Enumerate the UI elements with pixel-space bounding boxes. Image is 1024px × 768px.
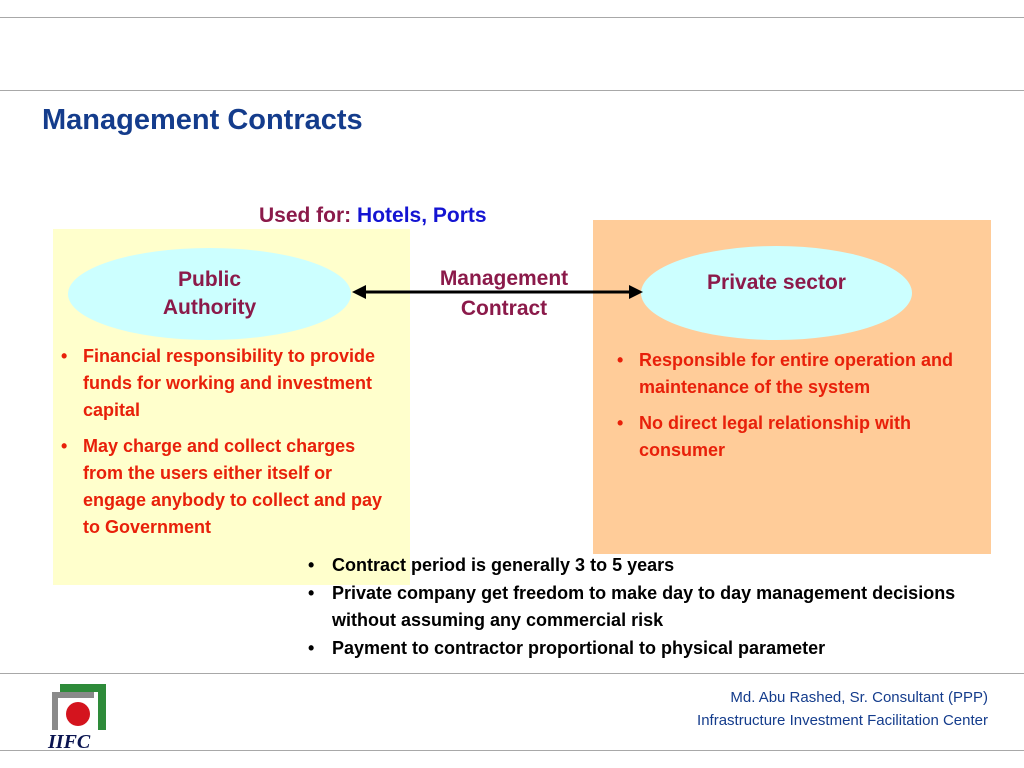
- used-for-line: [259, 204, 487, 228]
- connector-line-2: Contract: [460, 297, 548, 320]
- summary-bullets: [304, 552, 1019, 662]
- list-item: • No direct legal relationship with consumer: [611, 410, 981, 464]
- footer-organization: Infrastructure Investment Facilitation Center: [697, 712, 988, 729]
- list-item: • Private company get freedom to make day to day management decisions without assuming any commercial risk: [304, 580, 1019, 635]
- connector-line-1: Management: [439, 267, 569, 290]
- used-for-label: Used for:: [259, 204, 352, 227]
- list-item: • Responsible for entire operation and maintenance of the system: [611, 347, 981, 401]
- public-authority-oval: [68, 248, 351, 340]
- list-item: • Contract period is generally 3 to 5 years: [304, 552, 1019, 580]
- private-sector-oval: [641, 246, 912, 340]
- slide-title: Management Contracts: [42, 104, 363, 136]
- public-oval-line-2: Authority: [162, 296, 257, 319]
- public-authority-bullets: [55, 343, 395, 550]
- management-contract-label: [424, 264, 584, 324]
- private-oval-label: Private sector: [707, 271, 846, 294]
- footer-credit: [697, 686, 988, 732]
- list-item: • May charge and collect charges from the users either itself or engage anybody to collect and pay to Government: [55, 433, 395, 541]
- top-rule-2: [0, 90, 1024, 91]
- public-oval-line-1: Public: [177, 268, 241, 291]
- footer-rule-2: [0, 750, 1024, 751]
- private-sector-bullets: [611, 347, 981, 473]
- footer-rule-1: [0, 673, 1024, 674]
- list-item: • Payment to contractor proportional to physical parameter: [304, 635, 1019, 663]
- iifc-logo: [44, 684, 116, 752]
- top-rule-1: [0, 17, 1024, 18]
- logo-text: IIFC: [48, 731, 91, 752]
- list-item: • Financial responsibility to provide funds for working and investment capital: [55, 343, 395, 424]
- used-for-value: Hotels, Ports: [357, 204, 487, 227]
- footer-author: Md. Abu Rashed, Sr. Consultant (PPP): [730, 689, 988, 706]
